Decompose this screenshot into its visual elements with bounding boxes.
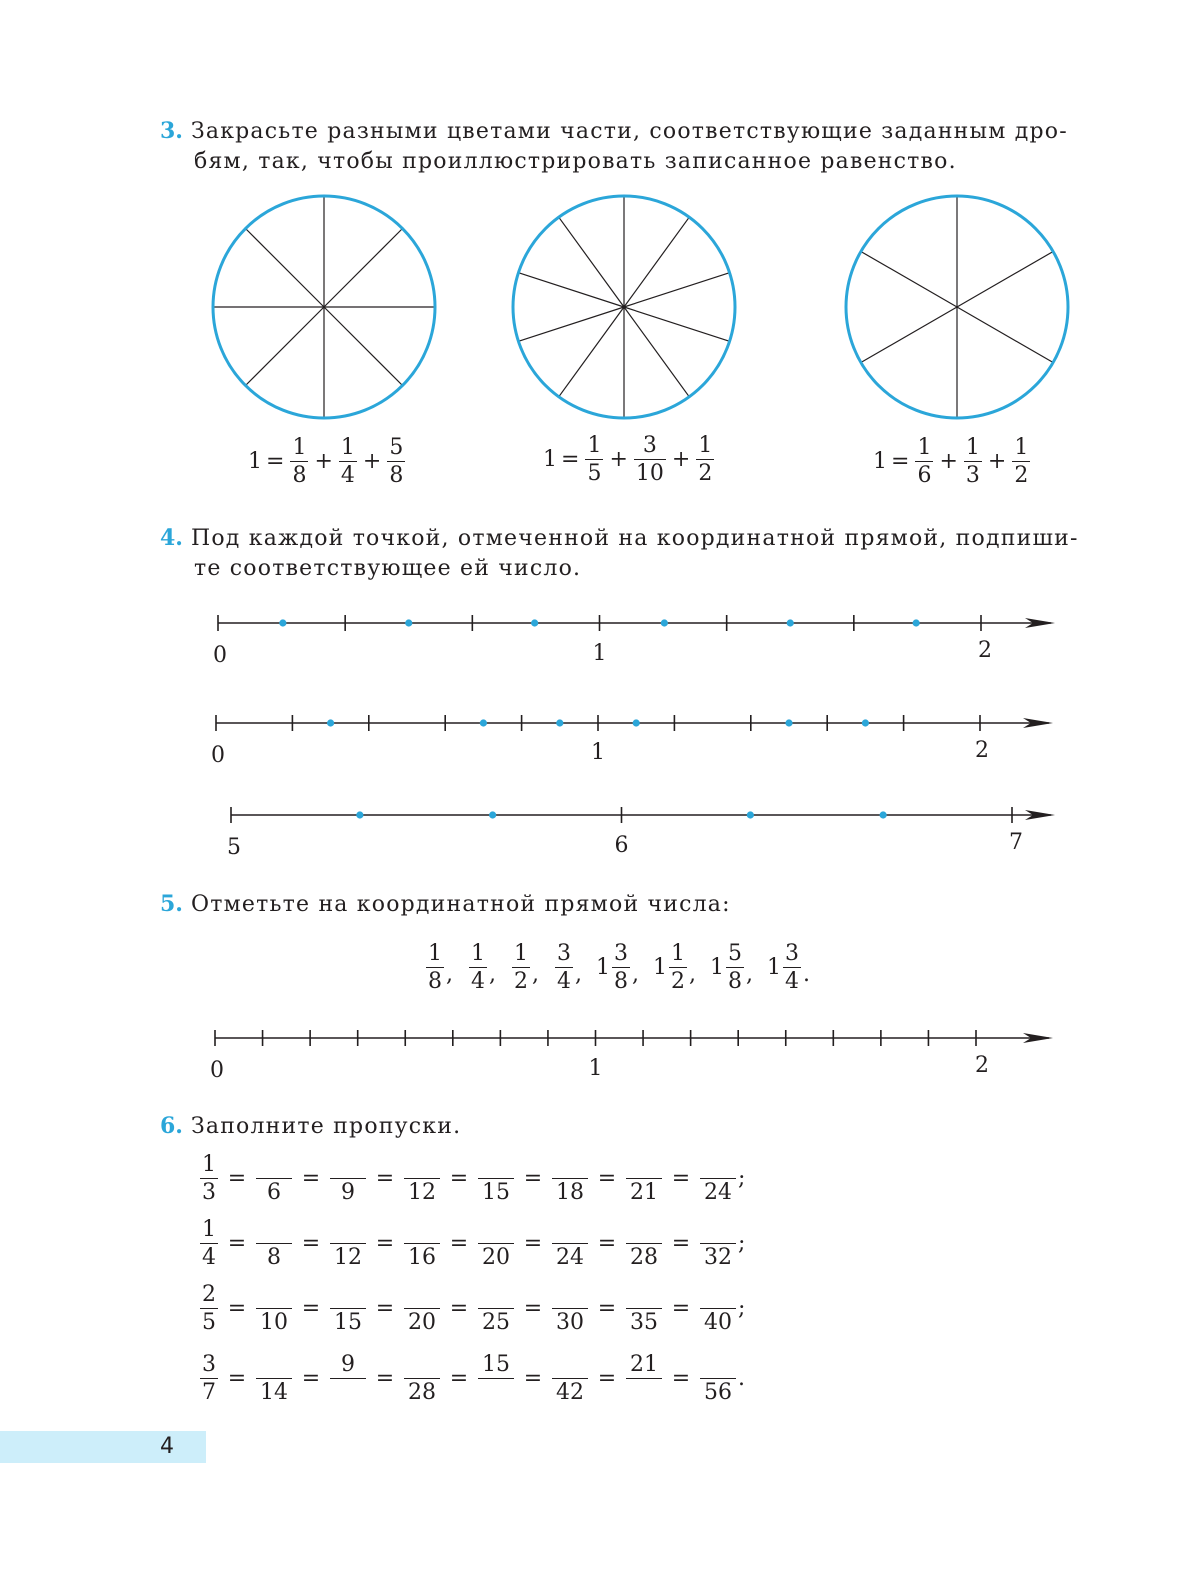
equals-sign: = — [449, 1366, 469, 1392]
denominator: 14 — [256, 1378, 292, 1404]
denominator: 21 — [626, 1178, 662, 1204]
row-end-punctuation: . — [738, 1366, 745, 1392]
row-end-punctuation: ; — [738, 1231, 746, 1257]
equals-sign: = — [561, 447, 580, 473]
denominator: 8 — [728, 969, 742, 995]
numerator: 15 — [482, 1352, 510, 1377]
denominator — [330, 1378, 366, 1404]
separator: , — [489, 962, 496, 988]
denominator: 42 — [552, 1378, 588, 1404]
denominator: 25 — [478, 1308, 514, 1334]
numbers-to-mark — [424, 942, 824, 993]
page-number: 4 — [160, 1434, 174, 1459]
denominator: 8 — [614, 969, 628, 995]
number-line — [213, 615, 1055, 668]
numerator — [256, 1218, 292, 1243]
sector-divider — [518, 273, 624, 307]
fraction — [552, 1218, 588, 1269]
task-4 — [160, 523, 1079, 584]
task-text: Отметьте на координатной прямой числа: — [190, 892, 731, 917]
numerator: 1 — [587, 433, 602, 458]
numerator: 1 — [428, 941, 442, 966]
tick-label: 1 — [591, 740, 605, 765]
mixed-number — [596, 942, 639, 993]
task-number: 6. — [160, 1113, 183, 1139]
equals-sign: = — [523, 1296, 543, 1322]
fraction — [915, 436, 933, 487]
fill-row — [200, 1283, 745, 1334]
equals-sign: = — [891, 449, 910, 475]
denominator: 32 — [700, 1243, 736, 1269]
tick-label: 1 — [588, 1056, 603, 1081]
denominator: 28 — [626, 1243, 662, 1269]
fraction — [552, 1283, 588, 1334]
numerator — [552, 1153, 588, 1178]
denominator: 4 — [340, 463, 355, 489]
fraction — [404, 1153, 440, 1204]
denominator: 2 — [671, 969, 685, 995]
equals-sign: = — [671, 1231, 691, 1257]
fraction — [330, 1283, 366, 1334]
numerator: 5 — [389, 435, 404, 460]
equals-sign: = — [597, 1366, 617, 1392]
tick-label: 0 — [211, 743, 225, 768]
denominator: 35 — [626, 1308, 662, 1334]
marked-point — [531, 619, 538, 626]
denominator — [478, 1378, 514, 1404]
fraction — [469, 942, 487, 993]
equals-sign: = — [597, 1231, 617, 1257]
fill-row — [200, 1153, 745, 1204]
fraction — [478, 1218, 514, 1269]
equation-lhs: 1 — [873, 449, 887, 475]
fraction — [696, 434, 714, 485]
numerator: 1 — [1014, 435, 1029, 460]
numerator — [478, 1283, 514, 1308]
whole-part: 1 — [767, 955, 781, 981]
numerator — [404, 1218, 440, 1243]
fraction — [387, 436, 405, 487]
fraction — [256, 1153, 292, 1204]
equals-sign: = — [671, 1366, 691, 1392]
numerator — [404, 1153, 440, 1178]
equals-sign: = — [523, 1166, 543, 1192]
whole-part: 1 — [710, 955, 724, 981]
fraction — [626, 1153, 662, 1204]
task-text: Заполните пропуски. — [190, 1114, 462, 1139]
sector-divider — [246, 307, 324, 385]
task-number: 3. — [160, 118, 183, 144]
numerator: 1 — [202, 1217, 216, 1242]
numerator: 5 — [728, 941, 742, 966]
task-number: 4. — [160, 525, 183, 551]
denominator: 5 — [202, 1310, 216, 1336]
marked-point — [661, 619, 668, 626]
mixed-number — [710, 942, 753, 993]
denominator: 2 — [698, 461, 713, 487]
fraction — [585, 434, 603, 485]
fraction-circle — [846, 196, 1068, 418]
denominator: 28 — [404, 1378, 440, 1404]
circle-equation — [543, 434, 716, 485]
tick-label: 2 — [978, 638, 992, 663]
task-6 — [160, 1111, 461, 1142]
number-line — [227, 807, 1055, 860]
fraction — [404, 1353, 440, 1404]
fraction — [478, 1153, 514, 1204]
numerator — [478, 1153, 514, 1178]
numerator: 3 — [557, 941, 571, 966]
equals-sign: = — [301, 1231, 321, 1257]
fraction — [256, 1283, 292, 1334]
denominator: 24 — [700, 1178, 736, 1204]
marked-point — [913, 619, 920, 626]
number-line — [210, 1030, 1053, 1083]
denominator: 10 — [635, 461, 664, 487]
separator: , — [575, 962, 582, 988]
numerator: 1 — [917, 435, 932, 460]
marked-point — [785, 719, 792, 726]
denominator: 5 — [587, 461, 602, 487]
fraction — [256, 1353, 292, 1404]
denominator: 18 — [552, 1178, 588, 1204]
task-3 — [160, 116, 1068, 177]
tick-label: 1 — [592, 641, 607, 666]
sector-divider — [324, 307, 402, 385]
numerator: 1 — [671, 941, 685, 966]
sector-divider — [861, 307, 957, 363]
denominator: 9 — [330, 1178, 366, 1204]
equals-sign: = — [671, 1296, 691, 1322]
fraction — [634, 434, 666, 485]
separator: . — [803, 962, 810, 988]
number-line — [211, 715, 1053, 768]
mixed-number — [424, 942, 453, 993]
equals-sign: = — [375, 1166, 395, 1192]
tick-label: 7 — [1009, 830, 1023, 855]
denominator: 10 — [256, 1308, 292, 1334]
numerator — [404, 1353, 440, 1378]
denominator: 3 — [965, 463, 980, 489]
denominator: 56 — [700, 1378, 736, 1404]
circle-equation — [248, 436, 407, 487]
numerator: 21 — [630, 1352, 658, 1377]
numerator: 9 — [341, 1352, 355, 1377]
marked-point — [633, 719, 640, 726]
denominator: 20 — [478, 1243, 514, 1269]
marked-point — [787, 619, 794, 626]
fraction — [330, 1353, 366, 1404]
fill-row — [200, 1353, 745, 1404]
numerator: 2 — [202, 1282, 216, 1307]
sector-divider — [957, 307, 1053, 363]
task-text-cont: те соответствующее ей число. — [194, 556, 582, 581]
fraction — [290, 436, 308, 487]
numerator — [552, 1283, 588, 1308]
equals-sign: = — [449, 1231, 469, 1257]
denominator: 20 — [404, 1308, 440, 1334]
mixed-number — [767, 942, 810, 993]
plus-sign: + — [939, 449, 958, 475]
tick-label: 2 — [975, 738, 989, 763]
sector-divider — [559, 217, 624, 307]
numerator — [626, 1218, 662, 1243]
marked-point — [489, 811, 496, 818]
marked-point — [880, 811, 887, 818]
fraction — [783, 942, 801, 993]
fraction — [626, 1353, 662, 1404]
equals-sign: = — [227, 1296, 247, 1322]
fraction — [478, 1353, 514, 1404]
denominator: 12 — [330, 1243, 366, 1269]
sector-divider — [324, 229, 402, 307]
numerator: 3 — [614, 941, 628, 966]
fraction — [669, 942, 687, 993]
equals-sign: = — [523, 1231, 543, 1257]
fraction — [256, 1218, 292, 1269]
fraction — [426, 942, 444, 993]
numerator — [626, 1283, 662, 1308]
sector-divider — [624, 307, 730, 341]
numerator: 1 — [698, 433, 713, 458]
fraction — [200, 1218, 218, 1269]
denominator: 24 — [552, 1243, 588, 1269]
fraction — [700, 1283, 736, 1334]
fraction — [404, 1283, 440, 1334]
denominator: 8 — [256, 1243, 292, 1269]
numerator — [256, 1353, 292, 1378]
fraction — [339, 436, 357, 487]
mixed-number — [467, 942, 496, 993]
numerator: 1 — [471, 941, 485, 966]
tick-label: 2 — [975, 1053, 989, 1078]
separator: , — [532, 962, 539, 988]
fraction — [700, 1353, 736, 1404]
fraction — [626, 1283, 662, 1334]
marked-point — [747, 811, 754, 818]
mixed-number — [653, 942, 696, 993]
fill-row — [200, 1218, 745, 1269]
denominator: 2 — [1014, 463, 1029, 489]
numerator: 1 — [340, 435, 355, 460]
denominator: 4 — [471, 969, 485, 995]
equals-sign: = — [266, 449, 285, 475]
plus-sign: + — [609, 447, 628, 473]
numerator: 3 — [785, 941, 799, 966]
sector-divider — [624, 273, 730, 307]
fraction — [330, 1218, 366, 1269]
tick-label: 6 — [614, 833, 629, 858]
equals-sign: = — [671, 1166, 691, 1192]
equals-sign: = — [227, 1231, 247, 1257]
denominator — [626, 1378, 662, 1404]
numerator — [552, 1353, 588, 1378]
fraction — [552, 1353, 588, 1404]
numerator — [330, 1153, 366, 1178]
sector-divider — [246, 229, 324, 307]
equals-sign: = — [301, 1296, 321, 1322]
denominator: 7 — [202, 1380, 216, 1406]
sector-divider — [624, 307, 689, 397]
denominator: 3 — [202, 1180, 216, 1206]
numerator: 1 — [292, 435, 307, 460]
fraction-circle — [513, 196, 735, 418]
tick-label: 0 — [213, 643, 227, 668]
numerator — [478, 1218, 514, 1243]
numerator: 3 — [642, 433, 657, 458]
denominator: 4 — [785, 969, 799, 995]
marked-point — [556, 719, 563, 726]
equals-sign: = — [597, 1296, 617, 1322]
row-end-punctuation: ; — [738, 1296, 746, 1322]
equals-sign: = — [375, 1231, 395, 1257]
marked-point — [480, 719, 487, 726]
numerator — [700, 1153, 736, 1178]
circle-equation — [873, 436, 1032, 487]
tick-label: 5 — [227, 835, 241, 860]
whole-part: 1 — [653, 955, 667, 981]
fraction — [726, 942, 744, 993]
task-text: Под каждой точкой, отмеченной на координатной прямой, подпиши- — [190, 526, 1079, 551]
tick-label: 0 — [210, 1058, 224, 1083]
numerator — [552, 1218, 588, 1243]
sector-divider — [957, 252, 1053, 308]
mixed-number — [553, 942, 582, 993]
separator: , — [632, 962, 639, 988]
fraction — [552, 1153, 588, 1204]
sector-divider — [624, 217, 689, 307]
equals-sign: = — [375, 1296, 395, 1322]
equation-lhs: 1 — [248, 449, 262, 475]
mixed-number — [510, 942, 539, 993]
fraction — [404, 1218, 440, 1269]
task-5 — [160, 889, 731, 920]
denominator: 2 — [514, 969, 528, 995]
marked-point — [327, 719, 334, 726]
task-text-cont: бям, так, чтобы проиллюстрировать записанное равенство. — [194, 149, 957, 174]
numerator: 1 — [202, 1152, 216, 1177]
plus-sign: + — [987, 449, 1007, 475]
denominator: 15 — [478, 1178, 514, 1204]
fraction — [478, 1283, 514, 1334]
fraction — [200, 1283, 218, 1334]
numerator — [256, 1153, 292, 1178]
separator: , — [746, 962, 753, 988]
row-end-punctuation: ; — [738, 1166, 746, 1192]
numerator — [626, 1153, 662, 1178]
denominator: 6 — [917, 463, 932, 489]
equals-sign: = — [523, 1366, 543, 1392]
marked-point — [279, 619, 286, 626]
equals-sign: = — [227, 1166, 247, 1192]
fraction — [200, 1353, 218, 1404]
page-number-bar — [0, 1431, 206, 1463]
marked-point — [356, 811, 363, 818]
fraction — [964, 436, 982, 487]
denominator: 40 — [700, 1308, 736, 1334]
numerator — [700, 1218, 736, 1243]
marked-point — [862, 719, 869, 726]
denominator: 15 — [330, 1308, 366, 1334]
denominator: 6 — [256, 1178, 292, 1204]
denominator: 4 — [557, 969, 571, 995]
denominator: 8 — [428, 969, 442, 995]
task-number: 5. — [160, 891, 183, 917]
denominator: 30 — [552, 1308, 588, 1334]
whole-part: 1 — [596, 955, 610, 981]
equals-sign: = — [227, 1366, 247, 1392]
equals-sign: = — [597, 1166, 617, 1192]
numerator — [700, 1353, 736, 1378]
separator: , — [689, 962, 696, 988]
equals-sign: = — [375, 1366, 395, 1392]
fraction — [200, 1153, 218, 1204]
denominator: 8 — [292, 463, 307, 489]
sector-divider — [559, 307, 624, 397]
marked-point — [405, 619, 412, 626]
fraction — [1012, 436, 1030, 487]
separator: , — [446, 962, 453, 988]
numerator: 1 — [514, 941, 528, 966]
sector-divider — [861, 252, 957, 308]
fraction — [512, 942, 530, 993]
fraction-circle — [213, 196, 435, 418]
equals-sign: = — [449, 1166, 469, 1192]
fraction — [700, 1218, 736, 1269]
denominator: 16 — [404, 1243, 440, 1269]
fraction — [555, 942, 573, 993]
plus-sign: + — [671, 447, 691, 473]
denominator: 8 — [389, 463, 404, 489]
plus-sign: + — [314, 449, 333, 475]
sector-divider — [518, 307, 624, 341]
numerator — [700, 1283, 736, 1308]
fraction — [700, 1153, 736, 1204]
plus-sign: + — [362, 449, 382, 475]
fraction — [626, 1218, 662, 1269]
numerator — [256, 1283, 292, 1308]
fraction — [330, 1153, 366, 1204]
numerator — [330, 1283, 366, 1308]
numerator — [404, 1283, 440, 1308]
numerator — [330, 1218, 366, 1243]
denominator: 12 — [404, 1178, 440, 1204]
equals-sign: = — [301, 1366, 321, 1392]
denominator: 4 — [202, 1245, 216, 1271]
equals-sign: = — [301, 1166, 321, 1192]
numerator: 3 — [202, 1352, 216, 1377]
task-text: Закрасьте разными цветами части, соответствующие заданным дро- — [190, 119, 1068, 144]
numerator: 1 — [965, 435, 980, 460]
fraction — [612, 942, 630, 993]
equals-sign: = — [449, 1296, 469, 1322]
equation-lhs: 1 — [543, 447, 557, 473]
